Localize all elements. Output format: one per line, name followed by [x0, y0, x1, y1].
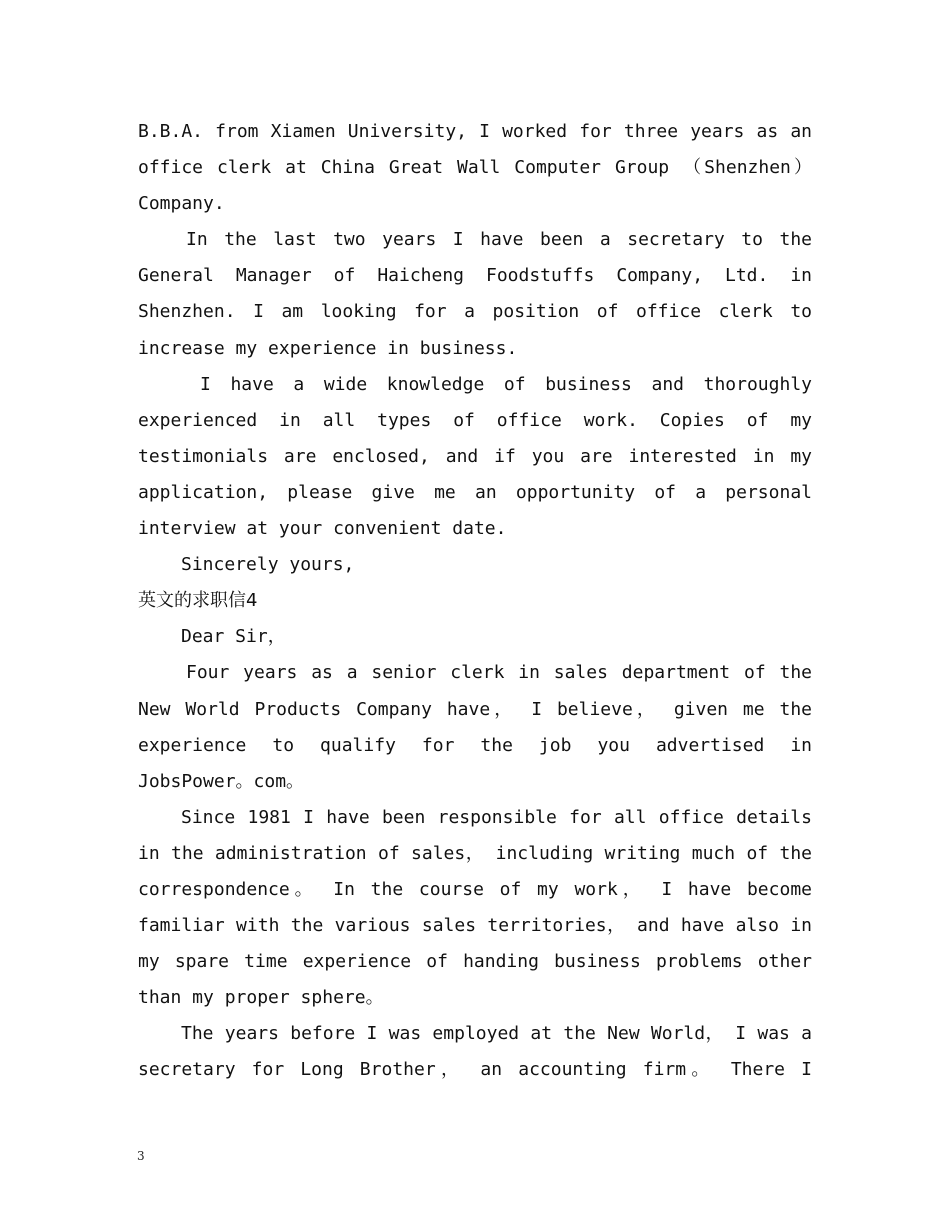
section-heading: 英文的求职信4 — [138, 590, 258, 612]
text-line: office clerk at China Great Wall Computer Group （Shenzhen） — [138, 157, 812, 179]
text-line: General Manager of Haicheng Foodstuffs Company, Ltd. in — [138, 265, 812, 287]
text-line: testimonials are enclosed, and if you are interested in my — [138, 445, 812, 467]
text-line: Since 1981 I have been responsible for all office details — [181, 806, 812, 828]
text-line: than my proper sphere。 — [138, 987, 384, 1009]
page-body — [138, 114, 812, 1089]
text-line: secretary for Long Brother， an accounting firm。 There I — [138, 1059, 812, 1081]
text-line: The years before I was employed at the New World， I was a — [181, 1023, 812, 1045]
text-line: Company. — [138, 193, 225, 215]
text-line: in the administration of sales， including writing much of the — [138, 842, 812, 864]
text-line: JobsPower。com。 — [138, 770, 305, 792]
text-line: In the last two years I have been a secretary to the — [186, 229, 812, 251]
text-line: increase my experience in business. — [138, 337, 518, 359]
text-line: interview at your convenient date. — [138, 518, 507, 540]
text-line: experience to qualify for the job you advertised in — [138, 734, 812, 756]
text-line: familiar with the various sales territories， and have also in — [138, 915, 812, 937]
text-line: application, please give me an opportunity of a personal — [138, 481, 812, 503]
closing-line: Sincerely yours, — [181, 554, 355, 576]
text-line: Shenzhen. I am looking for a position of office clerk to — [138, 301, 812, 323]
text-line: Four years as a senior clerk in sales department of the — [186, 662, 812, 684]
page-number: 3 — [137, 1149, 145, 1163]
text-line: experienced in all types of office work. Copies of my — [138, 409, 812, 431]
salutation: Dear Sir， — [181, 626, 286, 648]
text-line: I have a wide knowledge of business and thoroughly — [200, 373, 812, 395]
text-line: my spare time experience of handing business problems other — [138, 951, 812, 973]
text-line: B.B.A. from Xiamen University, I worked for three years as an — [138, 121, 812, 142]
text-line: New World Products Company have， I believe， given me the — [138, 698, 812, 720]
text-line: correspondence。 In the course of my work， I have become — [138, 878, 812, 900]
